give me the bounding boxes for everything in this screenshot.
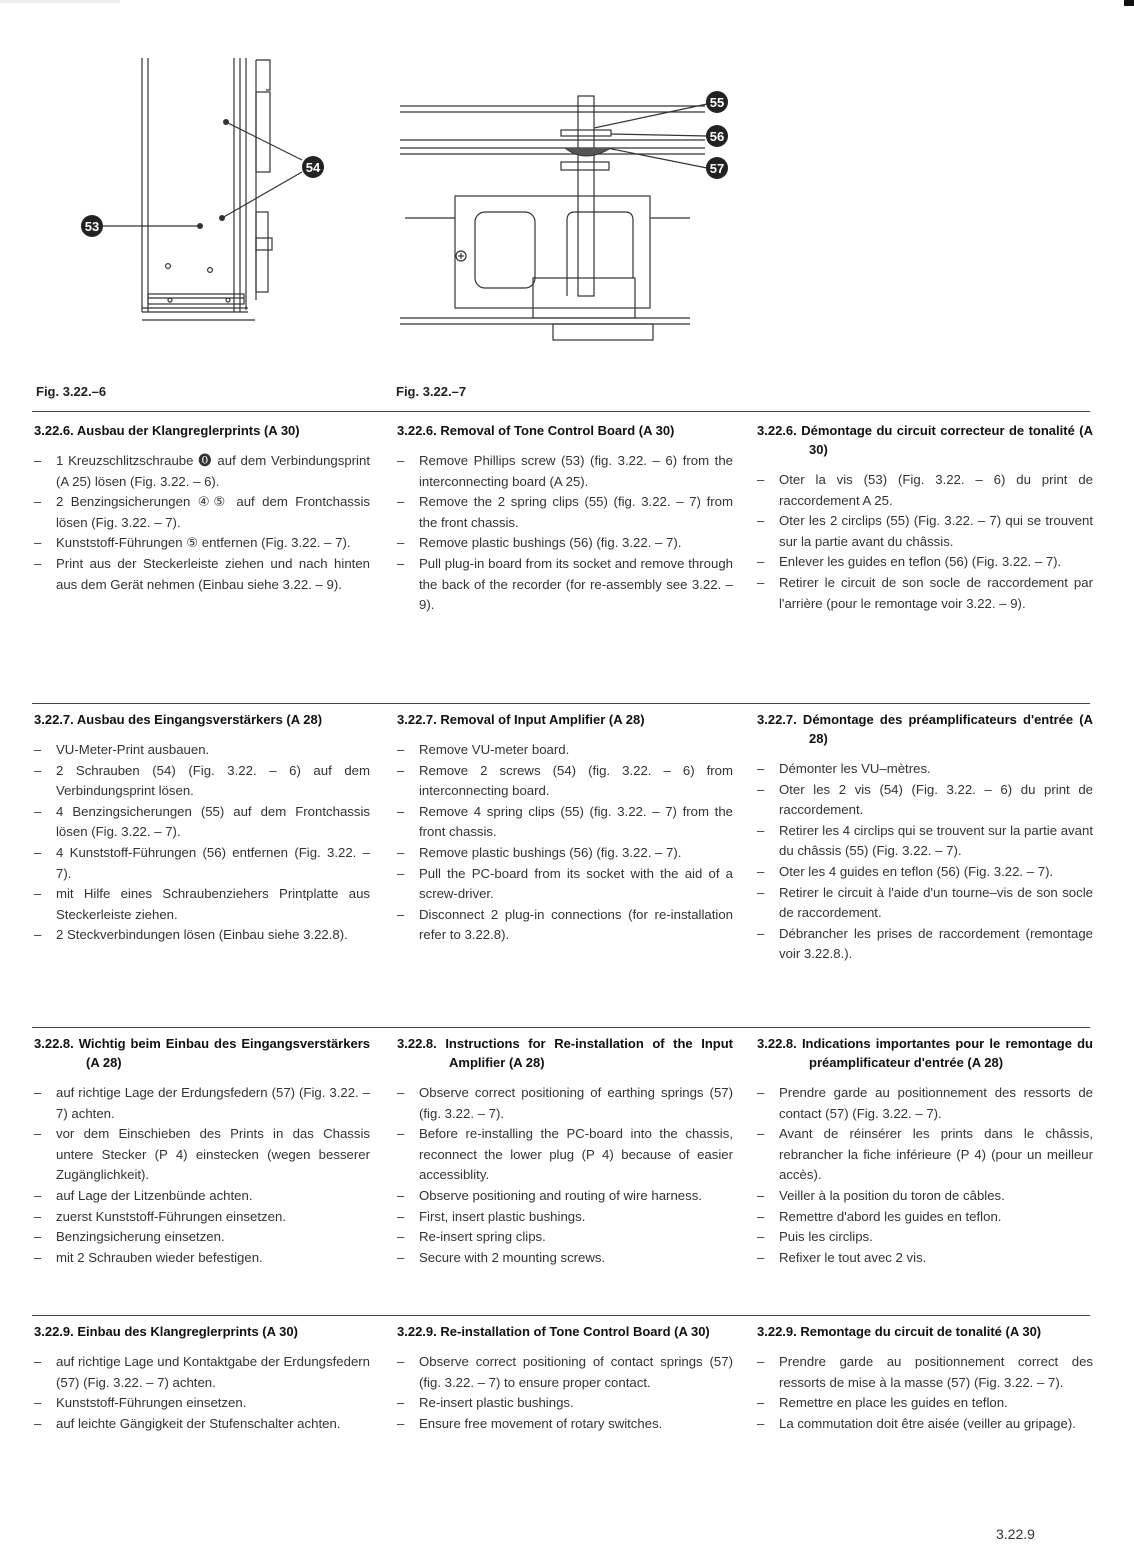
section-heading: 3.22.8. Instructions for Re-installation of the Input Amplifier (A 28) bbox=[397, 1036, 733, 1070]
list-item: – Veiller à la position du toron de câbles. bbox=[757, 1187, 1005, 1203]
list-item: – Remove plastic bushings (56) (fig. 3.22. – 7). bbox=[397, 535, 682, 551]
list-item: – Remove 4 spring clips (55) (fig. 3.22. – 7) from the front chassis. bbox=[397, 803, 733, 840]
section-divider bbox=[32, 703, 1090, 704]
list-item: – vor dem Einschieben des Prints in das Chassis untere Stecker (P 4) einstecken (wegen besserer Zugänglichkeit). bbox=[34, 1126, 370, 1183]
scan-corner-mark bbox=[1124, 0, 1134, 6]
list-item: – auf Lage der Litzenbünde achten. bbox=[34, 1187, 253, 1203]
section-3-22-9-french bbox=[757, 1322, 1093, 1434]
list-item: – 1 Kreuzschlitzschraube ⓿ auf dem Verbindungsprint (A 25) lösen (Fig. 3.22. – 6). bbox=[34, 453, 370, 489]
list-item: – Retirer le circuit à l'aide d'un tourne–vis de son socle de raccordement. bbox=[757, 884, 1093, 921]
list-item: – 4 Benzingsicherungen (55) auf dem Frontchassis lösen (Fig. 3.22. – 7). bbox=[34, 803, 370, 840]
callout-56: 56 bbox=[709, 129, 725, 144]
list-item: – Puis les circlips. bbox=[757, 1229, 873, 1245]
section-3-22-6-german bbox=[34, 421, 370, 595]
list-item: – 2 Benzingsicherungen ④⑤ auf dem Frontchassis lösen (Fig. 3.22. – 7). bbox=[34, 494, 370, 530]
list-item: – Oter la vis (53) (Fig. 3.22. – 6) du print de raccordement A 25. bbox=[757, 472, 1093, 508]
list-item: – zuerst Kunststoff-Führungen einsetzen. bbox=[34, 1208, 286, 1224]
list-item: – Débrancher les prises de raccordement (remontage voir 3.22.8.). bbox=[757, 925, 1093, 962]
section-3-22-8-english bbox=[397, 1034, 733, 1268]
list-item: – Kunststoff-Führungen ⑤ entfernen (Fig. 3.22. – 7). bbox=[34, 535, 351, 551]
section-3-22-8-german bbox=[34, 1034, 370, 1268]
list-item: – Remove Phillips screw (53) (fig. 3.22. – 6) from the interconnecting board (A 25). bbox=[397, 453, 733, 489]
list-item: – Benzingsicherung einsetzen. bbox=[34, 1229, 225, 1245]
list-item: – Ensure free movement of rotary switches. bbox=[397, 1415, 663, 1431]
section-heading: 3.22.7. Removal of Input Amplifier (A 28) bbox=[397, 712, 645, 727]
section-heading: 3.22.6. Ausbau der Klangreglerprints (A 30) bbox=[34, 423, 300, 438]
list-item: – First, insert plastic bushings. bbox=[397, 1208, 586, 1224]
section-3-22-7-german bbox=[34, 710, 370, 946]
list-item: – Observe positioning and routing of wire harness. bbox=[397, 1187, 702, 1203]
list-item: – Re-insert spring clips. bbox=[397, 1229, 546, 1245]
list-item: – auf richtige Lage und Kontaktgabe der Erdungsfedern (57) (Fig. 3.22. – 7) achten. bbox=[34, 1354, 370, 1390]
list-item: – Secure with 2 mounting screws. bbox=[397, 1249, 606, 1265]
section-3-22-7-french bbox=[757, 710, 1093, 965]
section-divider bbox=[32, 1315, 1090, 1316]
list-item: – Print aus der Steckerleiste ziehen und nach hinten aus dem Gerät nehmen (Einbau siehe 3.22. – 9). bbox=[34, 555, 370, 592]
list-item: – mit Hilfe eines Schraubenziehers Printplatte aus Steckerleiste ziehen. bbox=[34, 886, 370, 922]
list-item: – Prendre garde au positionnement correct des ressorts de mise à la masse (57) (Fig. 3.22. – 7). bbox=[757, 1354, 1093, 1390]
list-item: – 2 Steckverbindungen lösen (Einbau siehe 3.22.8). bbox=[34, 927, 348, 943]
list-item: – Remettre en place les guides en teflon. bbox=[757, 1395, 1008, 1411]
callout-54: 54 bbox=[305, 160, 321, 175]
section-heading: 3.22.6. Removal of Tone Control Board (A 30) bbox=[397, 423, 675, 438]
list-item: – Oter les 2 vis (54) (Fig. 3.22. – 6) du print de raccordement. bbox=[757, 781, 1093, 818]
list-item: – mit 2 Schrauben wieder befestigen. bbox=[34, 1249, 263, 1265]
list-item: – Pull the PC-board from its socket with the aid of a screw-driver. bbox=[397, 865, 733, 902]
list-item: – Refixer le tout avec 2 vis. bbox=[757, 1249, 927, 1265]
section-divider bbox=[32, 411, 1090, 412]
section-heading: 3.22.8. Indications importantes pour le remontage du préamplificateur d'entrée (A 28) bbox=[757, 1036, 1093, 1070]
list-item: – Prendre garde au positionnement des ressorts de contact (57) (Fig. 3.22. – 7). bbox=[757, 1085, 1093, 1121]
list-item: – Enlever les guides en teflon (56) (Fig. 3.22. – 7). bbox=[757, 554, 1062, 570]
scan-edge-mark bbox=[0, 0, 120, 3]
section-heading: 3.22.7. Ausbau des Eingangsverstärkers (A 28) bbox=[34, 712, 323, 727]
section-heading: 3.22.7. Démontage des préamplificateurs d'entrée (A 28) bbox=[757, 712, 1093, 746]
list-item: – Disconnect 2 plug-in connections (for re-installation refer to 3.22.8). bbox=[397, 906, 733, 943]
callout-57: 57 bbox=[709, 161, 725, 176]
section-3-22-7-english bbox=[397, 710, 733, 946]
section-heading: 3.22.6. Démontage du circuit correcteur de tonalité (A 30) bbox=[757, 423, 1093, 457]
section-divider bbox=[32, 1027, 1090, 1028]
figure-caption-3-22-7: Fig. 3.22.–7 bbox=[396, 384, 467, 399]
list-item: – Oter les 2 circlips (55) (Fig. 3.22. – 7) qui se trouvent sur la partie avant du châssis. bbox=[757, 513, 1093, 549]
list-item: – Remove plastic bushings (56) (fig. 3.22. – 7). bbox=[397, 844, 682, 860]
list-item: – Démonter les VU–mètres. bbox=[757, 761, 931, 776]
figure-caption-3-22-6: Fig. 3.22.–6 bbox=[36, 384, 107, 399]
list-item: – VU-Meter-Print ausbauen. bbox=[34, 742, 210, 757]
list-item: – 4 Kunststoff-Führungen (56) entfernen (Fig. 3.22. – 7). bbox=[34, 844, 370, 881]
list-item: – Remove 2 screws (54) (fig. 3.22. – 6) from interconnecting board. bbox=[397, 762, 733, 799]
list-item: – auf richtige Lage der Erdungsfedern (57) (Fig. 3.22. – 7) achten. bbox=[34, 1085, 370, 1121]
section-3-22-8-french bbox=[757, 1034, 1093, 1268]
section-heading: 3.22.8. Wichtig beim Einbau des Eingangsverstärkers (A 28) bbox=[34, 1036, 370, 1070]
list-item: – Retirer les 4 circlips qui se trouvent sur la partie avant du châssis (55) (Fig. 3.22. – 7). bbox=[757, 822, 1093, 859]
list-item: – Remove the 2 spring clips (55) (fig. 3.22. – 7) from the front chassis. bbox=[397, 494, 733, 530]
section-heading: 3.22.9. Einbau des Klangreglerprints (A 30) bbox=[34, 1324, 298, 1339]
callout-53: 53 bbox=[84, 219, 100, 234]
list-item: – Oter les 4 guides en teflon (56) (Fig. 3.22. – 7). bbox=[757, 863, 1054, 879]
list-item: – Retirer le circuit de son socle de raccordement par l'arrière (pour le remontage voir 3.22. – 9). bbox=[757, 574, 1093, 611]
list-item: – Remove VU-meter board. bbox=[397, 742, 570, 757]
list-item: – 2 Schrauben (54) (Fig. 3.22. – 6) auf dem Verbindungsprint lösen. bbox=[34, 762, 370, 799]
list-item: – Pull plug-in board from its socket and remove through the back of the recorder (for re-assembly see 3.22. – 9). bbox=[397, 555, 733, 613]
list-item: – La commutation doit être aisée (veiller au gripage). bbox=[757, 1415, 1076, 1431]
section-3-22-9-german bbox=[34, 1322, 370, 1434]
page-number: 3.22.9 bbox=[996, 1526, 1035, 1542]
list-item: – Observe correct positioning of contact springs (57) (fig. 3.22. – 7) to ensure proper contact. bbox=[397, 1354, 733, 1390]
section-heading: 3.22.9. Re-installation of Tone Control Board (A 30) bbox=[397, 1324, 710, 1339]
figure-3-22-7 bbox=[395, 88, 740, 348]
list-item: – Avant de réinsérer les prints dans le châssis, rebrancher la fiche inférieure (P 4) (pour un meilleur accès). bbox=[757, 1126, 1093, 1183]
list-item: – Kunststoff-Führungen einsetzen. bbox=[34, 1395, 247, 1411]
section-heading: 3.22.9. Remontage du circuit de tonalité (A 30) bbox=[757, 1324, 1042, 1339]
callout-55: 55 bbox=[709, 95, 725, 110]
figure-3-22-6 bbox=[70, 50, 321, 330]
list-item: – Observe correct positioning of earthing springs (57) (fig. 3.22. – 7). bbox=[397, 1085, 733, 1121]
section-3-22-9-english bbox=[397, 1322, 733, 1434]
section-3-22-6-english bbox=[397, 421, 733, 616]
section-3-22-6-french bbox=[757, 421, 1093, 614]
list-item: – Remettre d'abord les guides en teflon. bbox=[757, 1208, 1002, 1224]
list-item: – auf leichte Gängigkeit der Stufenschalter achten. bbox=[34, 1415, 341, 1431]
list-item: – Before re-installing the PC-board into the chassis, reconnect the lower plug (P 4) because of easier accessiblity. bbox=[397, 1126, 733, 1183]
list-item: – Re-insert plastic bushings. bbox=[397, 1395, 574, 1411]
